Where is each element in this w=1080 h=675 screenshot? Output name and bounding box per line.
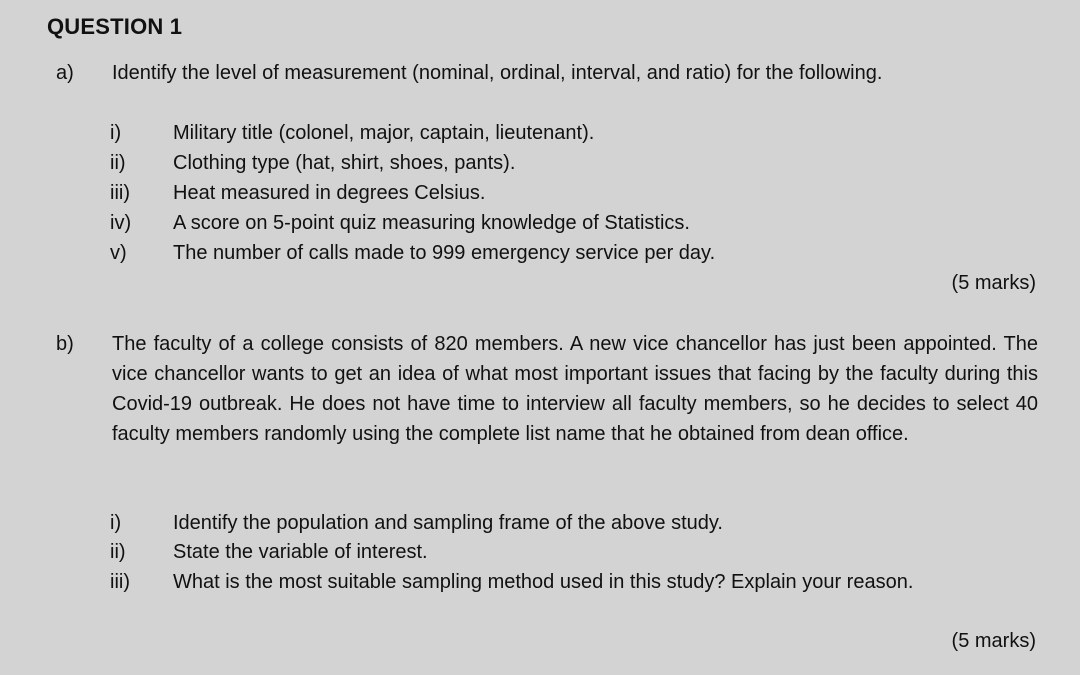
part-a-label: a) [56, 62, 74, 84]
part-b-label: b) [56, 333, 74, 355]
item-text: Heat measured in degrees Celsius. [173, 182, 486, 204]
question-title: QUESTION 1 [47, 14, 183, 39]
item-number: iii) [110, 182, 130, 204]
part-b-paragraph: The faculty of a college consists of 820 members. A new vice chancellor has just been appointed. The vice chancellor wants to get an idea of what most important issues that facing by the faculty during this Covid-19 outbreak. He does not have time to interview all faculty members, so he decides to select 40 faculty members randomly using the complete list name that he obtained from dean office. [112, 333, 1038, 445]
item-text: What is the most suitable sampling method used in this study? Explain your reason. [173, 571, 914, 593]
item-number: i) [110, 122, 122, 144]
item-text: A score on 5-point quiz measuring knowledge of Statistics. [173, 212, 690, 234]
item-number: v) [110, 242, 127, 264]
item-number: iv) [110, 212, 132, 234]
item-text: State the variable of interest. [173, 541, 428, 563]
item-number: ii) [110, 152, 126, 174]
item-text: The number of calls made to 999 emergency service per day. [173, 242, 716, 264]
item-number: iii) [110, 571, 130, 593]
item-text: Military title (colonel, major, captain, lieutenant). [173, 122, 595, 144]
item-number: ii) [110, 541, 126, 563]
item-text: Clothing type (hat, shirt, shoes, pants). [173, 152, 516, 174]
item-number: i) [110, 512, 122, 534]
part-a-prompt: Identify the level of measurement (nominal, ordinal, interval, and ratio) for the following. [112, 62, 883, 84]
part-a-marks: (5 marks) [951, 272, 1036, 294]
part-b-marks: (5 marks) [951, 630, 1036, 652]
item-text: Identify the population and sampling frame of the above study. [173, 512, 723, 534]
